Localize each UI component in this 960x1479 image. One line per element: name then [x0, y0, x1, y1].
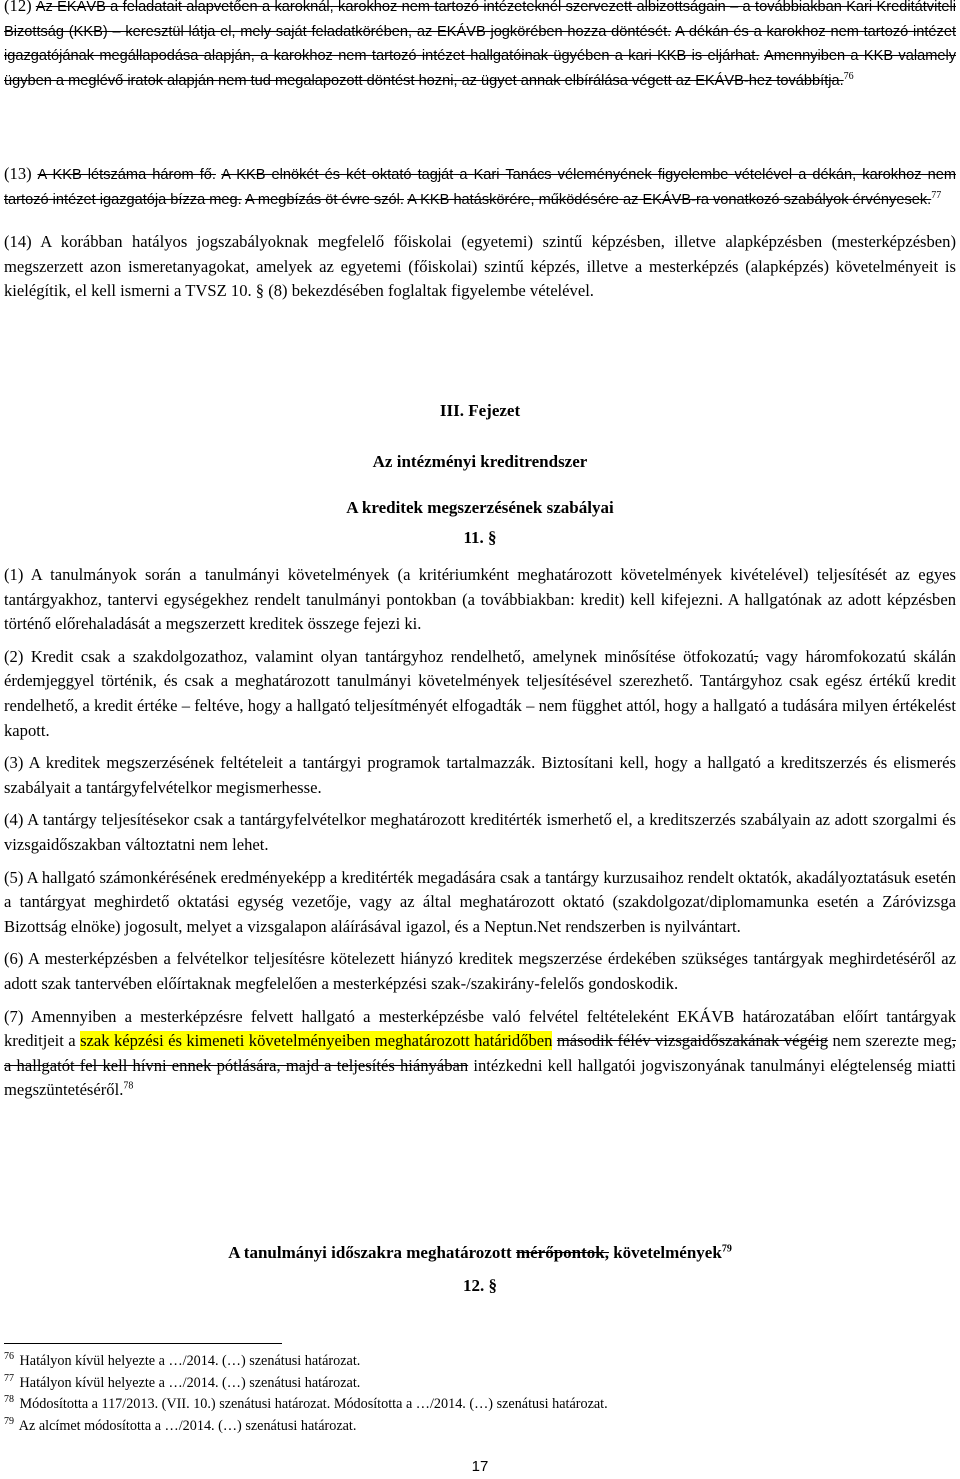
- footnote-item: [4, 1373, 608, 1395]
- struck-sentence: Amennyiben a KKB valamely ügyben a meglévő iratok alapján nem tud megalapozott döntést hozni, az ügyet annak elbírálása végett az EKÁVB-hez továbbítja.: [4, 48, 957, 89]
- struck-text: mérőpontok,: [515, 1243, 609, 1262]
- footnote-text: Az alcímet módosította a …/2014. (…) szenátusi határozat.: [18, 1417, 357, 1434]
- paragraph-text: (14) A korábban hatályos jogszabályoknak megfelelő főiskolai (egyetemi) szintű képzésben, illetve alapképzésben (mesterképzésben) megszerzett azon ismeretanyagokat, amelyek az egyetemi (főiskolai) szintű képzés, illetve a mesterképzés (alapképzés) követelményeit is kielégítik, el kell ismerni a TVSZ 10. § (8) bekezdésében foglaltak figyelembe vételével.: [4, 232, 956, 301]
- footnote-item: [4, 1351, 608, 1373]
- highlighted-text: szak képzési és kimeneti követelményeiben meghatározott határidőben: [80, 1031, 553, 1051]
- section-number-11: 11. §: [463, 528, 497, 547]
- clause-5: (5) A hallgató számonkérésének eredményeképp a kreditérték megadására csak a tantárgy kurzusaihoz rendelt oktatók, akadályoztatásuk esetén a tantárgyat meghirdető oktatási egység vezetője, vagy az által meghatározott oktató (szakdolgozat/diplomamunka esetén a Záróvizsga Bizottság elnöke) jogosult, melyet a vizsgalapon aláírásával igazol, és a Neptun.Net rendszerben is nyilvántart.: [4, 867, 956, 936]
- footnote-text: Hatályon kívül helyezte a …/2014. (…) szenátusi határozat.: [19, 1353, 361, 1369]
- footnote-ref[interactable]: 79: [721, 1243, 732, 1255]
- clause-4: (4) A tantárgy teljesítésekor csak a tantárgyfelvételkor meghatározott kreditérték ismerhető el, a kreditszerzés szabályain az adott szorgalmi és vizsgaidőszakban változtatni nem lehet.: [4, 810, 956, 854]
- heading-text: követelmények: [608, 1243, 722, 1262]
- clause-7: [4, 1005, 956, 1103]
- footnote-text: Módosította a 117/2013. (VII. 10.) szenátusi határozat. Módosította a …/2014. (…) szenátusi határozat.: [19, 1396, 608, 1412]
- struck-sentence: A dékán és a karokhoz nem tartozó intézet igazgatójának megállapodása alapján, a karokhoz nem tartozó intézet hallgatóinak ügyében a kari KKB is eljárhat.: [4, 23, 957, 65]
- paragraph-12: [4, 0, 956, 93]
- clause-text: nem szerezte meg: [828, 1031, 952, 1051]
- footnote-number: 76: [4, 1351, 14, 1363]
- clause-2: [4, 645, 956, 743]
- clause-text: vagy háromfokozatú skálán érdemjeggyel történik, és csak a meghatározott tanulmányi követelmények teljesítésével szerezhető. Tantárgyhoz csak egész értékű kredit rendelhető, a kredit értéke – feltéve, hogy a hallgató teljesítményét elfogadták – nem függhet attól, hogy a hallgató a tudására milyen értékelést kapott.: [4, 646, 956, 740]
- paragraph-14: [4, 230, 956, 304]
- struck-sentence: A KKB létszáma három fő.: [37, 167, 216, 183]
- clause-text: intézkedni kell hallgatói jogviszonyának tanulmányi elégtelenség miatti megszüntetéséről.: [4, 1055, 956, 1100]
- footnote-number: 79: [4, 1415, 14, 1427]
- struck-text: , a hallgatót fel kell hívni ennek pótlására, majd a teljesítés hiányában: [4, 1031, 956, 1075]
- footnote-item: [4, 1394, 608, 1416]
- page-number: 17: [471, 1458, 489, 1475]
- subsection-heading: [0, 1243, 960, 1263]
- footnote-ref[interactable]: 77: [931, 189, 942, 201]
- struck-sentence: Az EKÁVB a feladatait alapvetően a karoknál, karokhoz nem tartozó intézeteknél szervezett albizottságain – a továbbiakban Kari Kreditátviteli Bizottság (KKB) – keresztül látja el, mely saját feladatkörében, az EKÁVB jogkörében hozza döntését.: [4, 0, 956, 40]
- struck-text: második félév vizsgaidőszakának végéig: [556, 1031, 829, 1051]
- struck-sentence: A KKB elnökét és két oktató tagját a Kari Tanács véleményének figyelembe vételével a dékán, karokhoz nem tartozó intézet igazgatója bízza meg.: [4, 167, 956, 208]
- section-number-12: 12. §: [463, 1276, 497, 1295]
- footnote-text: Hatályon kívül helyezte a …/2014. (…) szenátusi határozat.: [19, 1374, 361, 1391]
- chapter-heading: III. Fejezet: [439, 401, 521, 420]
- clause-1: (1) A tanulmányok során a tanulmányi követelmények (a kritériumként meghatározott követelmények kivételével) teljesítését az egyes tantárgyakhoz, tantervi egységekhez rendelt tanulmányi pontokban (a továbbiakban: kredit) kell kifejezni. A hallgatónak az adott képzésben történő előrehaladását a megszerzett kreditek összege fejezi ki.: [4, 565, 956, 634]
- chapter-title: Az intézményi kreditrendszer: [372, 452, 588, 471]
- footnote-divider: [4, 1343, 282, 1344]
- section-11-body: [4, 563, 956, 1103]
- footnote-number: 78: [4, 1394, 14, 1406]
- section-subtitle: A kreditek megszerzésének szabályai: [346, 498, 614, 517]
- clause-3: (3) A kreditek megszerzésének feltételeit a tantárgyi programok tartalmazzák. Biztosítani kell, hogy a hallgató a kreditszerzés és elismerés szabályait a tantárgyfelvételkor megismerhesse.: [4, 753, 956, 797]
- footnotes: [4, 1351, 608, 1437]
- footnote-number: 77: [4, 1372, 14, 1384]
- footnote-ref[interactable]: 76: [843, 70, 854, 82]
- paragraph-number: (12): [4, 0, 32, 15]
- struck-text: ,: [754, 646, 759, 666]
- struck-sentence: A megbízás öt évre szól.: [244, 191, 404, 208]
- footnote-ref[interactable]: 78: [123, 1080, 134, 1092]
- heading-text: A tanulmányi időszakra meghatározott: [228, 1243, 516, 1262]
- clause-6: (6) A mesterképzésben a felvételkor teljesítésre kötelezett hiányzó kreditek megszerzése érdekében szükséges tantárgyak meghirdetéséről az adott szak tantervében előírtaknak megfelelően a mesterképzési szak-/szakirány-felelős gondoskodik.: [4, 949, 956, 993]
- clause-text: (2) Kredit csak a szakdolgozathoz, valamint olyan tantárgyhoz rendelhető, amelynek minősítése ötfokozatú: [4, 646, 755, 666]
- clause-text: (7) Amennyiben a mesterképzésre felvett hallgató a mesterképzésbe való felvétel feltételeként EKÁVB határozatában előírt tantárgyak kreditjeit a: [4, 1006, 956, 1051]
- footnote-item: [4, 1416, 608, 1438]
- struck-sentence: A KKB hatáskörére, működésére az EKÁVB-ra vonatkozó szabályok érvényesek.: [407, 191, 932, 208]
- paragraph-number: (13): [4, 164, 32, 183]
- paragraph-13: [4, 162, 956, 212]
